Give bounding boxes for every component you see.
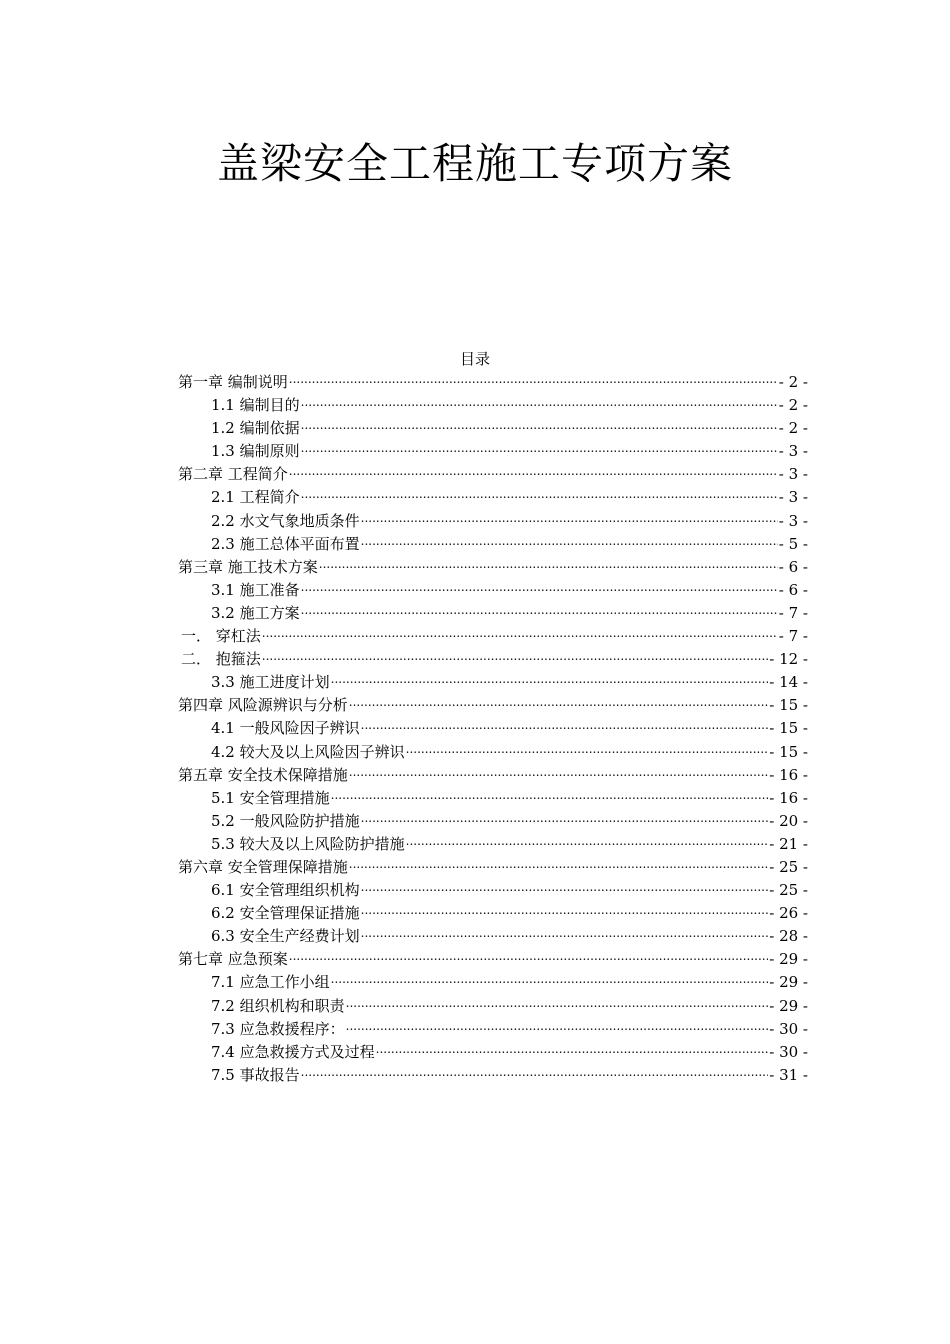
toc-entry-page: - 29 - (769, 950, 808, 969)
toc-entry-title: 一． 穿杠法 (181, 627, 261, 646)
toc-dot-leader (331, 967, 769, 991)
toc-dot-leader (376, 1037, 769, 1061)
toc-entry-title: 二． 抱箍法 (181, 650, 261, 669)
toc-dot-leader (361, 529, 778, 553)
toc-entry-title: 1.2 编制依据 (211, 419, 300, 438)
toc-entry-title: 7.5 事故报告 (211, 1065, 300, 1084)
toc-entry-title: 5.1 安全管理措施 (211, 788, 330, 807)
toc-entry-page: - 6 - (778, 580, 808, 599)
toc-entry-title: 第四章 风险源辨识与分析 (178, 696, 348, 715)
toc-dot-leader (361, 713, 769, 737)
toc-entry-page: - 25 - (769, 857, 808, 876)
toc-entry-title: 6.2 安全管理保证措施 (211, 904, 360, 923)
toc-entry-page: - 3 - (778, 488, 808, 507)
toc-entry-page: - 12 - (769, 650, 808, 669)
toc-entry-title: 1.3 编制原则 (211, 442, 300, 461)
toc-entry-page: - 3 - (778, 511, 808, 530)
toc-entry-page: - 15 - (769, 719, 808, 738)
toc-dot-leader (301, 390, 778, 414)
toc-dot-leader (331, 667, 769, 691)
toc-entry-title: 5.3 较大及以上风险防护措施 (211, 834, 405, 853)
toc-entry-title: 1.1 编制目的 (211, 396, 300, 415)
toc-dot-leader (346, 991, 769, 1015)
toc-dot-leader (301, 575, 778, 599)
toc-entry-page: - 16 - (769, 788, 808, 807)
toc-entry-title: 第六章 安全管理保障措施 (178, 857, 348, 876)
toc-entry-title: 第三章 施工技术方案 (178, 557, 318, 576)
toc-entry-page: - 3 - (778, 465, 808, 484)
toc-entry-page: - 21 - (769, 834, 808, 853)
toc-entry-page: - 26 - (769, 904, 808, 923)
toc-dot-leader (361, 921, 769, 945)
toc-dot-leader (301, 413, 778, 437)
toc-entry-title: 第五章 安全技术保障措施 (178, 765, 348, 784)
toc-entry-page: - 14 - (769, 673, 808, 692)
toc-dot-leader (361, 875, 769, 899)
toc-dot-leader (301, 1060, 769, 1084)
toc-entry-title: 4.2 较大及以上风险因子辨识 (211, 742, 405, 761)
table-of-contents (178, 371, 808, 1087)
toc-entry-page: - 2 - (778, 373, 808, 391)
toc-entry-title: 2.2 水文气象地质条件 (211, 511, 360, 530)
toc-dot-leader (406, 737, 769, 761)
toc-entry-title: 6.3 安全生产经费计划 (211, 927, 360, 946)
toc-entry-page: - 30 - (769, 1042, 808, 1061)
toc-entry-title: 4.1 一般风险因子辨识 (211, 719, 360, 738)
toc-dot-leader (301, 436, 778, 460)
toc-entry-title: 7.2 组织机构和职责 (211, 996, 345, 1015)
toc-entry-page: - 3 - (778, 442, 808, 461)
toc-entry-title: 7.1 应急工作小组 (211, 973, 330, 992)
toc-entry-title: 第一章 编制说明 (178, 373, 288, 391)
toc-entry-page: - 25 - (769, 881, 808, 900)
toc-dot-leader (289, 459, 778, 483)
toc-dot-leader (361, 506, 778, 530)
toc-dot-leader (331, 783, 769, 807)
toc-entry-title: 3.1 施工准备 (211, 580, 300, 599)
toc-entry-page: - 2 - (778, 419, 808, 438)
toc-dot-leader (349, 852, 768, 876)
toc-dot-leader (346, 1014, 769, 1038)
toc-entry-page: - 16 - (769, 765, 808, 784)
document-title: 盖梁安全工程施工专项方案 (216, 139, 733, 188)
toc-entry-page: - 6 - (778, 557, 808, 576)
toc-dot-leader (361, 898, 769, 922)
toc-entry-page: - 5 - (778, 534, 808, 553)
toc-entry-page: - 15 - (769, 742, 808, 761)
toc-entry-title: 第二章 工程简介 (178, 465, 288, 484)
toc-entry-title: 第七章 应急预案 (178, 950, 288, 969)
toc-dot-leader (301, 598, 778, 622)
toc-entry-page: - 15 - (769, 696, 808, 715)
toc-entry-page: - 30 - (769, 1019, 808, 1038)
toc-entry-page: - 29 - (769, 996, 808, 1015)
toc-dot-leader (361, 806, 769, 830)
toc-dot-leader (349, 690, 768, 714)
toc-dot-leader (289, 944, 768, 968)
toc-heading: 目录 (459, 350, 490, 368)
toc-entry-title: 3.2 施工方案 (211, 603, 300, 622)
toc-entry-page: - 31 - (769, 1065, 808, 1084)
toc-entry-page: - 2 - (778, 396, 808, 415)
toc-entry-title: 5.2 一般风险防护措施 (211, 811, 360, 830)
toc-entry[interactable] (178, 1064, 808, 1087)
toc-dot-leader (262, 644, 768, 668)
toc-entry-title: 7.4 应急救援方式及过程 (211, 1042, 375, 1061)
toc-entry-page: - 20 - (769, 811, 808, 830)
toc-entry-page: - 7 - (778, 627, 808, 646)
toc-entry-page: - 7 - (778, 603, 808, 622)
toc-entry-title: 2.1 工程简介 (211, 488, 300, 507)
toc-entry-page: - 28 - (769, 927, 808, 946)
toc-dot-leader (349, 760, 768, 784)
toc-entry-page: - 29 - (769, 973, 808, 992)
toc-dot-leader (301, 482, 778, 506)
toc-entry-title: 2.3 施工总体平面布置 (211, 534, 360, 553)
toc-entry-title: 6.1 安全管理组织机构 (211, 881, 360, 900)
toc-entry-title: 7.3 应急救援程序： (211, 1019, 345, 1038)
toc-entry-title: 3.3 施工进度计划 (211, 673, 330, 692)
toc-dot-leader (289, 367, 778, 391)
toc-dot-leader (262, 621, 778, 645)
toc-dot-leader (319, 552, 778, 576)
toc-dot-leader (406, 829, 769, 853)
